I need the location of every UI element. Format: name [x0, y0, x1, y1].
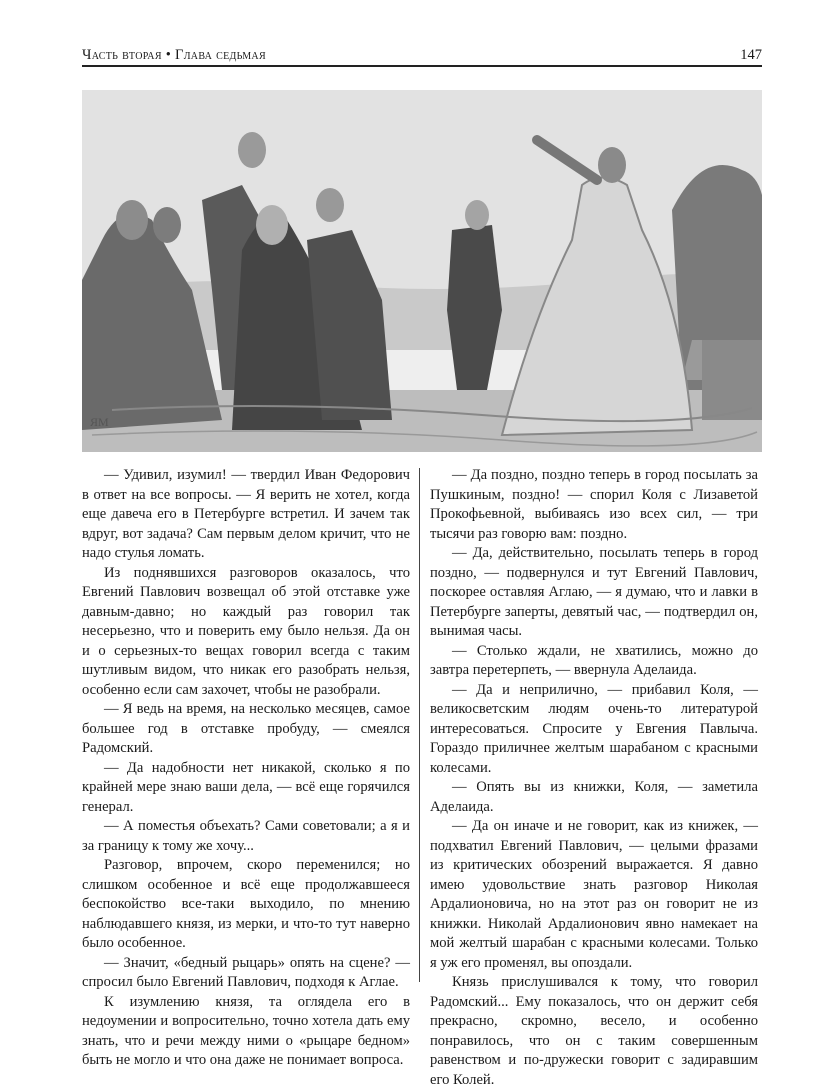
paragraph: Разговор, впрочем, скоро переменился; но слишком особенное и всё еще продолжавшееся беспокойство все-таки выходило, по мнению наблюдавшего князя, из мерки, и что-то тут наверно было особенное. [82, 857, 410, 951]
illustration [82, 90, 762, 452]
paragraph: — Удивил, изумил! — твердил Иван Федорович в ответ на все вопросы. — Я верить не хотел, когда еще давеча его в Петербурге встретил. И зачем так вдруг, вот задача? Сам первым делом кричит, что не надо стулья ломать. [82, 467, 410, 561]
paragraph: — А поместья объехать? Сами советовали; а я и за границу к тому же хочу... [82, 818, 410, 854]
paragraph: — Да и неприлично, — прибавил Коля, — великосветским людям очень-то литературой интересоваться. Спросите у Евгения Павлыча. Гораздо приличнее желтым шарабаном с красными колесами. [430, 681, 758, 776]
paragraph: — Да он иначе и не говорит, как из книжек, — подхватил Евгений Павлович, — целыми фразами из критических обозрений выражается. Я давно имею удовольствие знать разговор Николая Ардалионовича, но на этот раз он говорит не из книжки. Николай Ардалионович явно намекает на мой желтый шарабан с красными колесами. Только я уж его променял, вы опоздали. [430, 818, 758, 971]
page-number: 147 [740, 47, 762, 63]
column-divider [419, 468, 420, 982]
paragraph: — Да, действительно, посылать теперь в город поздно, — подвернулся и тут Евгений Павлович, поскорее оставляя Аглаю, — я думаю, что и лавки в Петербурге заперты, девятый час, — подтвердил он, вынимая часы. [430, 545, 758, 639]
running-header [82, 45, 762, 67]
illustration-monogram: ЯМ [90, 415, 109, 429]
paragraph: — Значит, «бедный рыцарь» опять на сцене? — спросил было Евгений Павлович, подходя к Аглае. [82, 954, 410, 990]
paragraph: — Опять вы из книжки, Коля, — заметила Аделаида. [430, 779, 758, 815]
paragraph: — Столько ждали, не хватились, можно до завтра перетерпеть, — ввернула Аделаида. [430, 642, 758, 678]
paragraph: — Я ведь на время, на несколько месяцев, самое большее год в отставке пробуду, — смеялся Радомский. [82, 701, 410, 756]
right-column [430, 466, 758, 1090]
left-column [82, 466, 410, 1071]
illustration-drawing [82, 90, 762, 452]
paragraph: — Да поздно, поздно теперь в город посылать за Пушкиным, поздно! — спорил Коля с Лизаветой Прокофьевной, выбиваясь изо всех сил, — три тысячи раз говорю вам: поздно. [430, 467, 758, 542]
running-head-title: Часть вторая • Глава седьмая [82, 47, 266, 63]
paragraph: Князь прислушивался к тому, что говорил Радомский... Ему показалось, что он держит себя прекрасно, скромно, весело, и особенно понравилось, что он с таким совершенным равенством и по-дружески говорит с задиравшим его Колей. [430, 974, 758, 1088]
paragraph: — Да надобности нет никакой, сколько я по крайней мере знаю ваши дела, — всё еще горячился генерал. [82, 759, 410, 815]
paragraph: Из поднявшихся разговоров оказалось, что Евгений Павлович возвещал об этой отставке уже давным-давно; но каждый раз говорил так несерьезно, что и поверить ему было нельзя. Да он и о серьезных-то вещах говорил всегда с таким шутливым видом, что никак его разобрать нельзя, особенно если сам захочет, чтобы не разобрали. [82, 564, 410, 698]
paragraph: К изумлению князя, та оглядела его в недоумении и вопросительно, точно хотела дать ему знать, что и речи между ними о «рыцаре бедном» быть не могло и что она даже не понимает вопроса. [82, 993, 410, 1068]
